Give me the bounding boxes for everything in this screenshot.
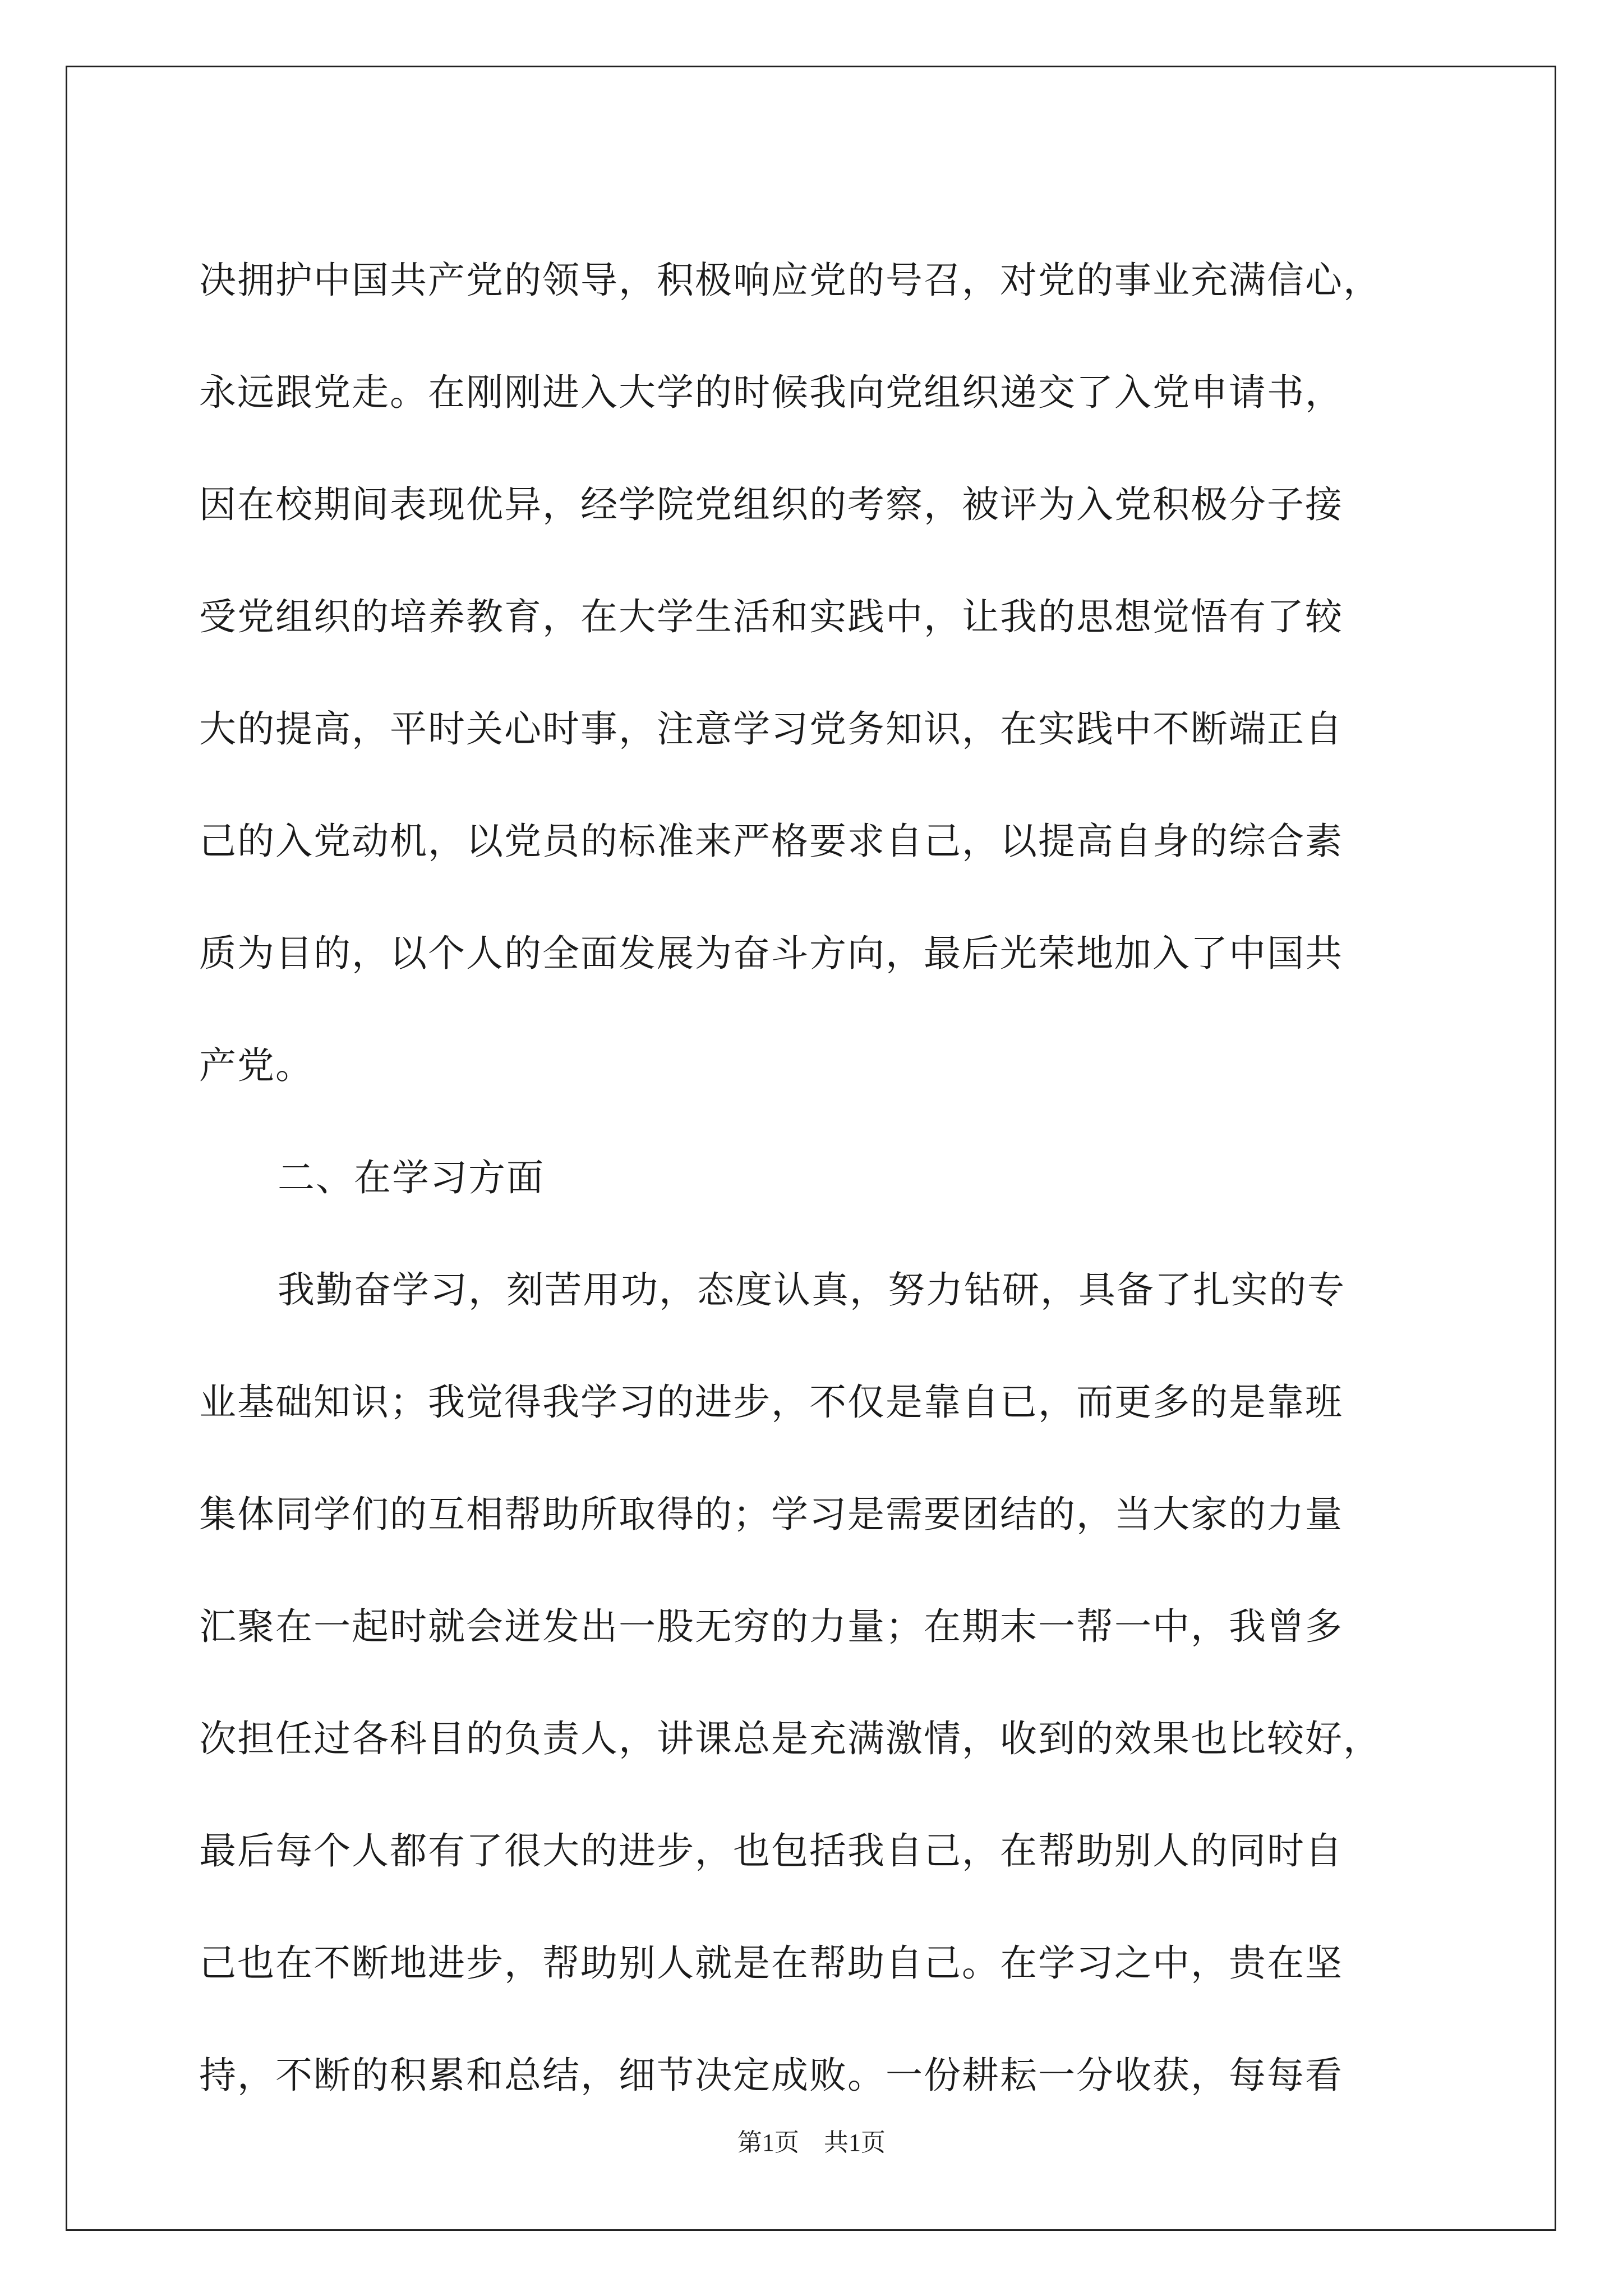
text-line: 汇聚在一起时就会迸发出一股无穷的力量；在期末一帮一中，我曾多 [199,1605,1343,1648]
section-heading: 二、在学习方面 [278,1156,545,1199]
text-line: 次担任过各科目的负责人，讲课总是充满激情，收到的效果也比较好， [199,1717,1381,1760]
text-line: 大的提高，平时关心时事，注意学习党务知识，在实践中不断端正自 [199,707,1343,751]
text-line: 集体同学们的互相帮助所取得的；学习是需要团结的，当大家的力量 [199,1493,1343,1536]
document-body [199,224,1433,2132]
text-line: 质为目的，以个人的全面发展为奋斗方向，最后光荣地加入了中国共 [199,932,1343,975]
text-line: 产党。 [199,1044,313,1087]
text-line: 因在校期间表现优异，经学院党组织的考察，被评为入党积极分子接 [199,483,1343,526]
text-line: 己也在不断地进步，帮助别人就是在帮助自己。在学习之中，贵在坚 [199,1941,1343,1985]
text-line: 决拥护中国共产党的领导，积极响应党的号召，对党的事业充满信心， [199,259,1381,302]
text-line: 我勤奋学习，刻苦用功，态度认真，努力钻研，具备了扎实的专 [278,1268,1345,1312]
page-footer: 第1页 共1页 [737,2129,886,2156]
text-line: 最后每个人都有了很大的进步，也包括我自己，在帮助别人的同时自 [199,1829,1343,1872]
text-line: 己的入党动机，以党员的标准来严格要求自己，以提高自身的综合素 [199,820,1343,863]
text-line: 受党组织的培养教育，在大学生活和实践中，让我的思想觉悟有了较 [199,595,1343,638]
text-line: 永远跟党走。在刚刚进入大学的时候我向党组织递交了入党申请书， [199,371,1343,414]
text-line: 持，不断的积累和总结，细节决定成败。一份耕耘一分收获，每每看 [199,2054,1343,2097]
text-line: 业基础知识；我觉得我学习的进步，不仅是靠自已，而更多的是靠班 [199,1381,1343,1424]
